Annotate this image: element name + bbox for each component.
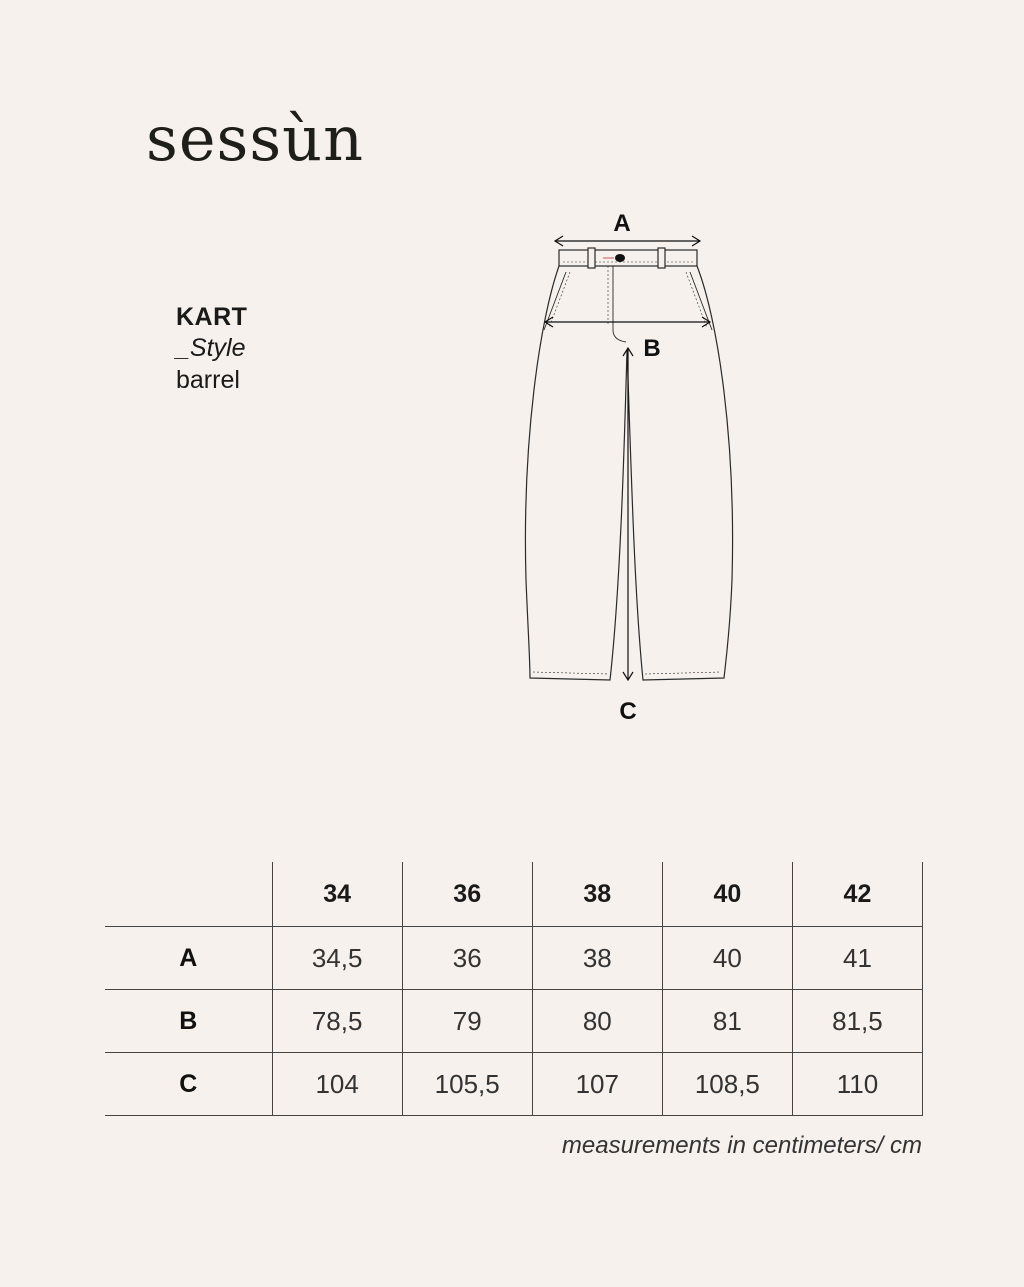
table-cell: 41: [792, 927, 922, 990]
table-cell: 80: [532, 990, 662, 1053]
trousers-outline: [525, 266, 732, 680]
table-row: [105, 1053, 923, 1116]
dimension-a-label: A: [613, 210, 631, 237]
table-cell: 107: [532, 1053, 662, 1116]
row-label: C: [105, 1053, 272, 1116]
table-cell: 104: [272, 1053, 402, 1116]
table-cell: 81,5: [792, 990, 922, 1053]
dimension-a-arrow: [555, 236, 700, 246]
dimension-b-arrow: [545, 317, 710, 327]
table-cell: 36: [402, 927, 532, 990]
row-label: B: [105, 990, 272, 1053]
table-cell: 34,5: [272, 927, 402, 990]
dimension-c-arrow: [623, 348, 633, 680]
table-row: [105, 927, 923, 990]
dimension-c-label: C: [619, 698, 637, 725]
size-header: 38: [532, 862, 662, 927]
style-value: barrel: [176, 365, 240, 394]
product-name: KART: [176, 303, 248, 331]
table-cell: 40: [662, 927, 792, 990]
size-header: 36: [402, 862, 532, 927]
table-header-row: [105, 862, 923, 927]
size-chart-table: [105, 862, 923, 1116]
brand-logo: sessùn: [146, 102, 365, 175]
table-cell: 38: [532, 927, 662, 990]
table-cell: 78,5: [272, 990, 402, 1053]
table-cell: 105,5: [402, 1053, 532, 1116]
size-header: 40: [662, 862, 792, 927]
table-row: [105, 990, 923, 1053]
table-cell: 108,5: [662, 1053, 792, 1116]
waistband: [559, 250, 697, 266]
size-header: 34: [272, 862, 402, 927]
style-label: _Style: [176, 334, 246, 363]
size-header: 42: [792, 862, 922, 927]
table-corner-cell: [105, 862, 272, 927]
button-icon: [615, 254, 625, 262]
trousers-illustration: [500, 200, 760, 730]
product-info: [176, 302, 247, 396]
measurement-unit-note: measurements in centimeters/ cm: [561, 1132, 922, 1159]
table-cell: 81: [662, 990, 792, 1053]
table-cell: 79: [402, 990, 532, 1053]
dimension-b-label: B: [643, 335, 661, 362]
trousers-technical-drawing: [500, 200, 760, 730]
table-cell: 110: [792, 1053, 922, 1116]
row-label: A: [105, 927, 272, 990]
